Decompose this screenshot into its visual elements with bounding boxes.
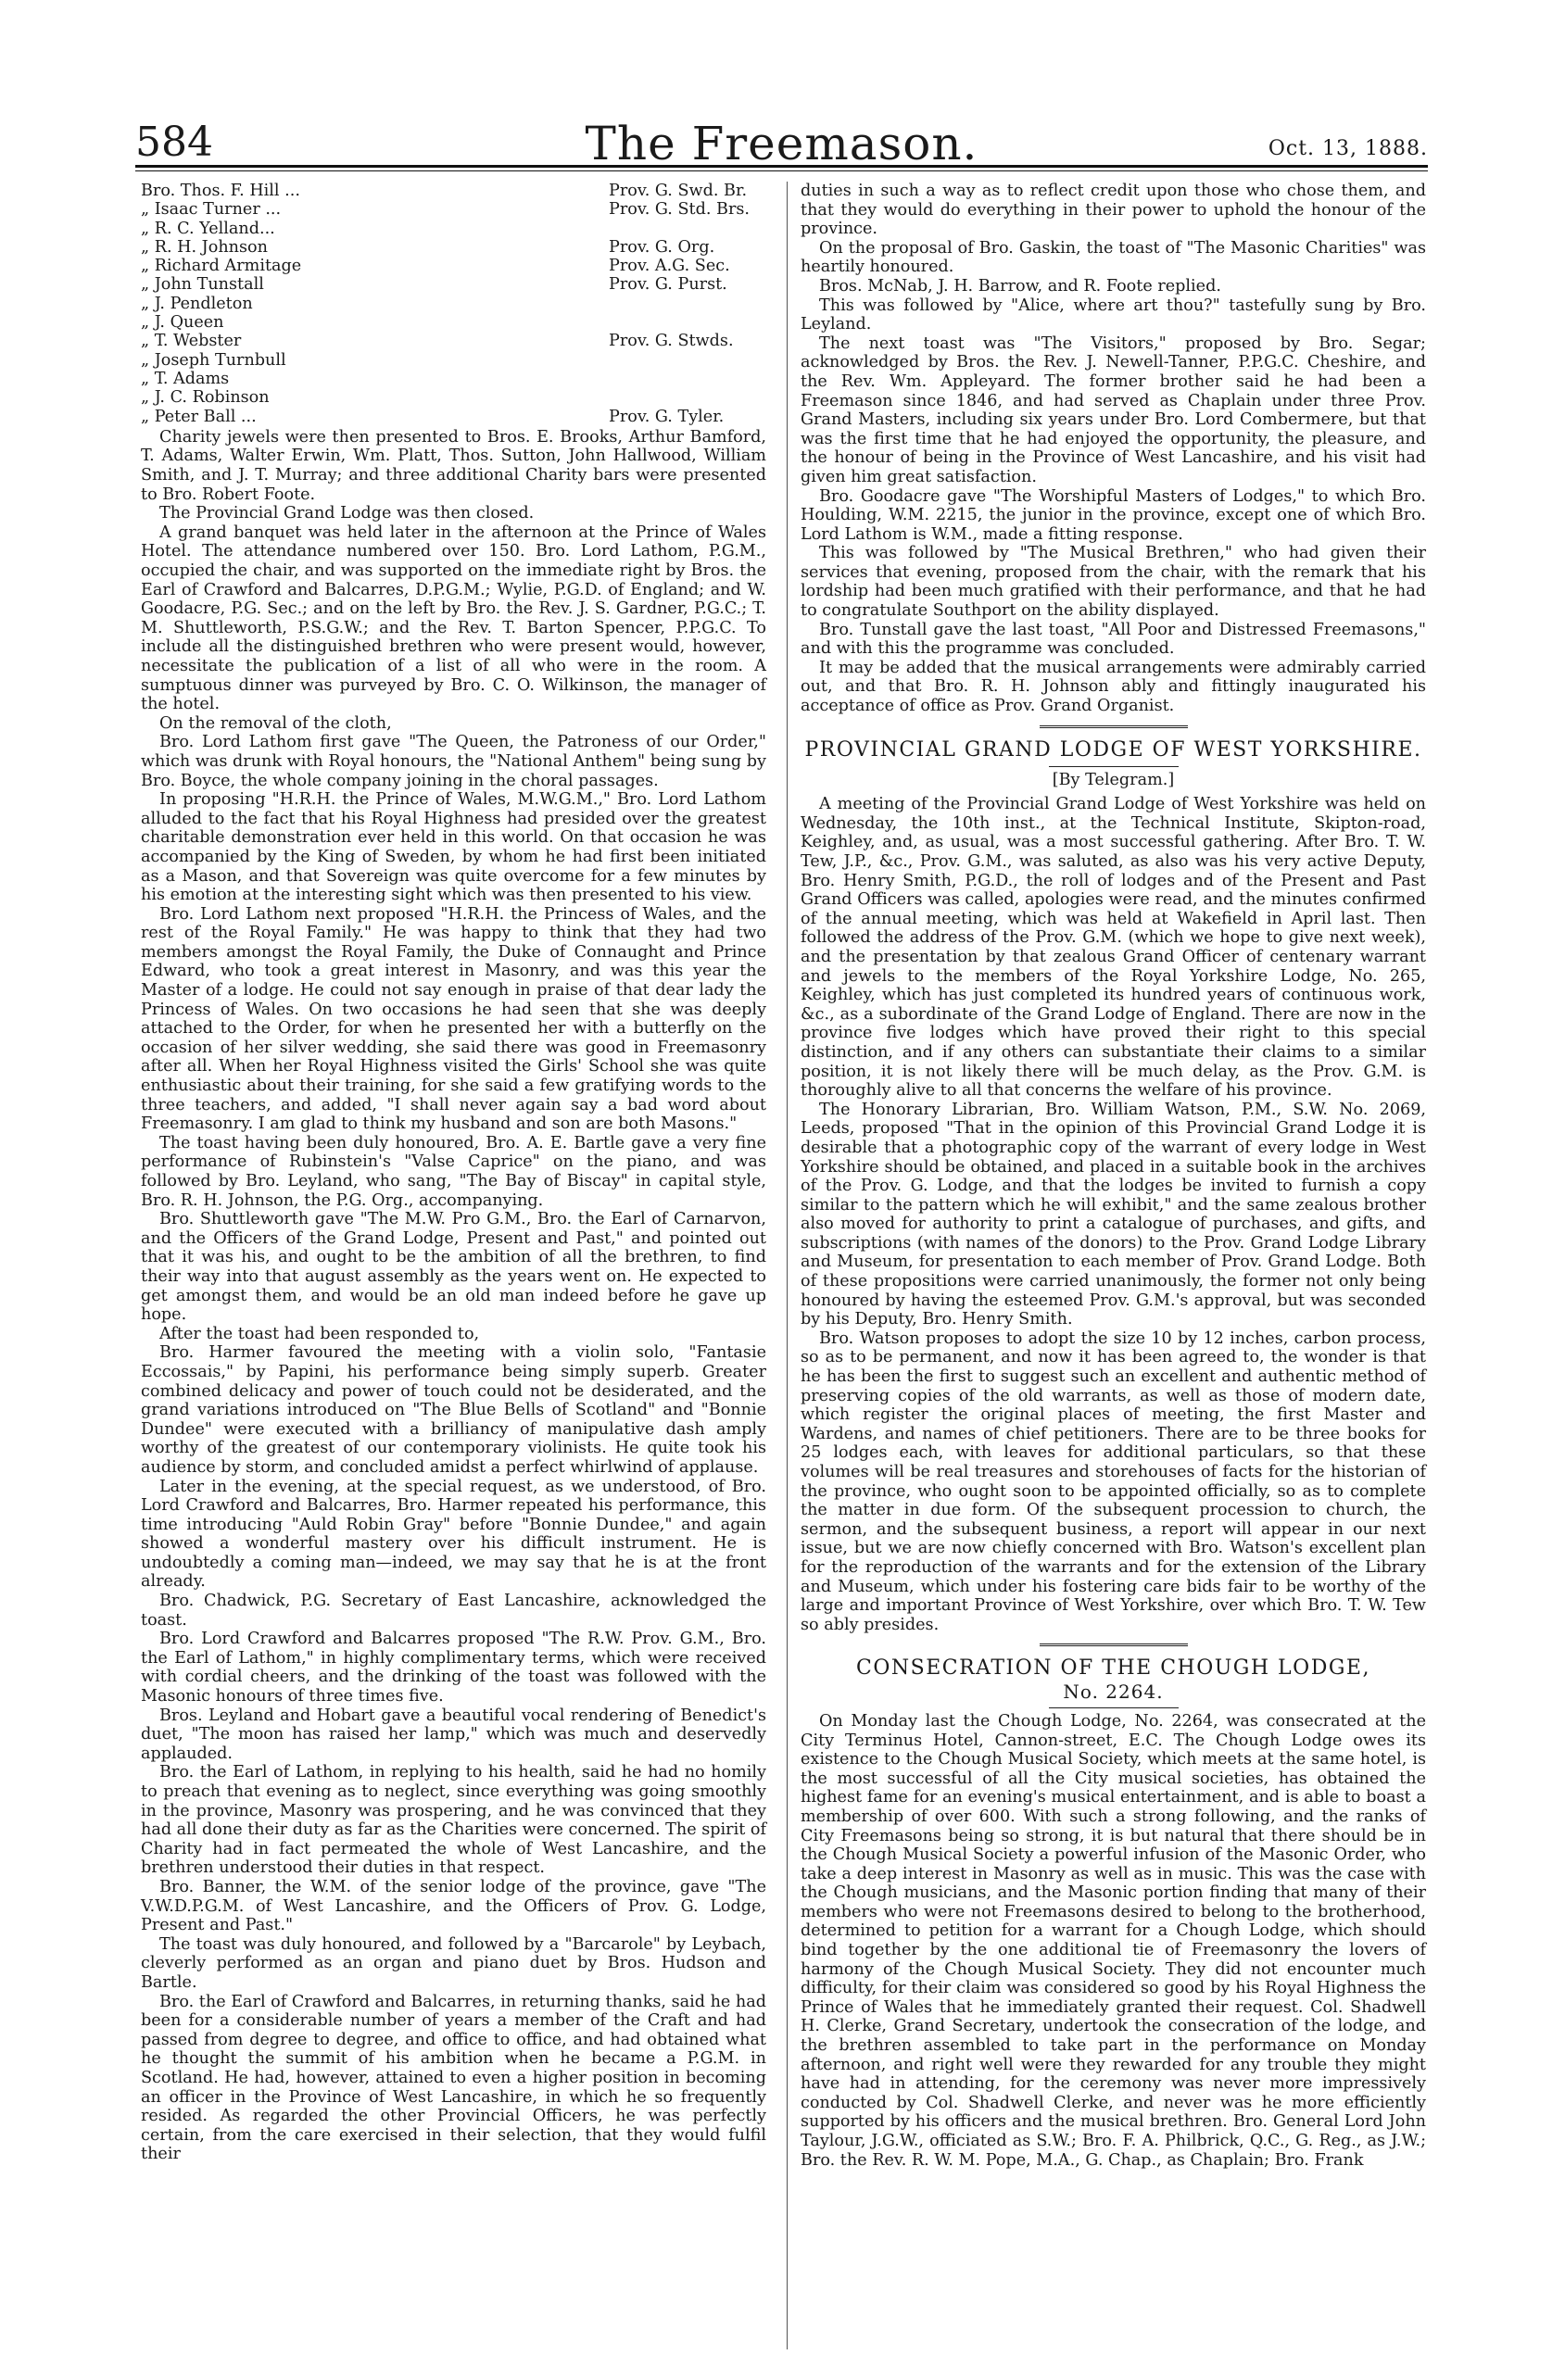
- article-heading: PROVINCIAL GRAND LODGE OF WEST YORKSHIRE.: [804, 737, 1422, 762]
- officer-row: „ J. Queen: [141, 313, 224, 333]
- paragraph: Bro. Watson proposes to adopt the size 10 by 12 inches, carbon process, so as to be permanent, and now it has been agreed to, the wonder is that he has been the first to suggest such an excellent and authentic method of preserving copies of the old warrants, as well as those of modern date, which register the original places of meeting, the first Master and Wardens, and names of chief petitioners. There are to be three books for 25 lodges each, with leaves for additional particulars, so that these volumes will be real treasures and storehouses of facts for the historian of the province, who ought soon to be appointed officially, so as to complete the matter in due form. Of the subsequent procession to church, the sermon, and the subsequent business, a report will appear in our next issue, but we are now chiefly concerned with Bro. Watson's excellent plan for the reproduction of the warrants and for the extension of the Library and Museum, which under his fostering care bids fair to be worthy of the large and important Province of West Yorkshire, over which Bro. T. W. Tew so ably presides.: [801, 1329, 1426, 1634]
- header-rule: [135, 165, 1428, 168]
- officer-row: „ J. Pendleton: [141, 294, 253, 313]
- paragraph: A grand banquet was held later in the afternoon at the Prince of Wales Hotel. The attendance numbered over 150. Bro. Lord Lathom, P.G.M., occupied the chair, and was supported on the immediate right by Bros. the Earl of Crawford and Balcarres, D.P.G.M.; Wylie, P.G.D. of England; and W. Goodacre, P.G. Sec.; and on the left by Bro. the Rev. J. S. Gardner, P.G.C.; T. M. Shuttleworth, P.S.G.W.; and the Rev. T. Barton Spencer, P.P.G.C. To include all the distinguished brethren who were present would, however, necessitate the publication of a list of all who were in the room. A sumptuous dinner was purveyed by Bro. C. O. Wilkinson, the manager of the hotel.: [141, 523, 766, 714]
- paragraph: Bro. Chadwick, P.G. Secretary of East Lancashire, acknowledged the toast.: [141, 1592, 766, 1630]
- paragraph: After the toast had been responded to,: [159, 1324, 480, 1343]
- officer-row: „ R. H. Johnson Prov. G. Org.: [141, 237, 715, 257]
- paragraph: Bro. Shuttleworth gave "The M.W. Pro G.M., Bro. the Earl of Carnarvon, and the Officers of the Grand Lodge, Present and Past," and pointed out that it was his, and ought to be the ambition of all the brethren, to find their way into that august assembly as the years went on. He expected to get amongst them, and would be an old man indeed before he gave up hope.: [141, 1210, 766, 1325]
- paragraph: The Provincial Grand Lodge was then closed.: [159, 504, 535, 523]
- officer-row: „ J. C. Robinson: [141, 388, 270, 408]
- section-rule: [1040, 1643, 1188, 1649]
- paragraph: This was followed by "The Musical Brethren," who had given their services that evening, proposed from the chair, with the remark that his lordship had been much gratified with their performance, and that he had to congratulate Southport on the ability displayed.: [801, 544, 1426, 621]
- paragraph: This was followed by "Alice, where art thou?" tastefully sung by Bro. Leyland.: [801, 296, 1426, 334]
- officer-row: „ T. Webster Prov. G. Stwds.: [141, 332, 734, 351]
- article-heading: CONSECRATION OF THE CHOUGH LODGE,: [856, 1656, 1370, 1681]
- paragraph: The next toast was "The Visitors," proposed by Bro. Segar; acknowledged by Bros. the Rev. J. Newell-Tanner, P.P.G.C. Cheshire, and the Rev. Wm. Appleyard. The former brother said he had been a Freemason since 1846, and had served as Chaplain under three Prov. Grand Masters, including six years under Bro. Lord Combermere, but that was the first time that he had enjoyed the opportunity, the pleasure, and the honour of being in the Province of West Lancashire, and his visit had given him great satisfaction.: [801, 334, 1426, 486]
- paragraph: duties in such a way as to reflect credit upon those who chose them, and that they would do everything in their power to uphold the honour of the province.: [801, 182, 1426, 239]
- dateline: [By Telegram.]: [1052, 770, 1175, 789]
- paragraph: The toast having been duly honoured, Bro. A. E. Bartle gave a very fine performance of Rubinstein's "Valse Caprice" on the piano, and was followed by Bro. Leyland, who sang, "The Bay of Biscay" in capital style, Bro. R. H. Johnson, the P.G. Org., accompanying.: [141, 1133, 766, 1210]
- paragraph: The Honorary Librarian, Bro. William Watson, P.M., S.W. No. 2069, Leeds, proposed "That in the opinion of this Provincial Grand Lodge it is desirable that a photographic copy of the warrant of every lodge in West Yorkshire should be obtained, and placed in a suitable book in the archives of the Prov. G. Lodge, and that the lodges be invited to furnish a copy similar to the pattern which he will exhibit," and the same zealous brother also moved for authority to print a catalogue of purchases, and gifts, and subscriptions (with names of the donors) to the Prov. Grand Lodge Library and Museum, for presentation to each member of Prov. Grand Lodge. Both of these propositions were carried unanimously, the former not only being honoured by having the esteemed Prov. G.M.'s approval, but was seconded by his Deputy, Bro. Henry Smith.: [801, 1100, 1426, 1329]
- paragraph: Charity jewels were then presented to Bros. E. Brooks, Arthur Bamford, T. Adams, Walter Erwin, Wm. Platt, Thos. Sutton, John Hallwood, William Smith, and J. T. Murray; and three additional Charity bars were presented to Bro. Robert Foote.: [141, 427, 766, 504]
- section-rule: [1040, 725, 1188, 731]
- paragraph: Bro. Goodacre gave "The Worshipful Masters of Lodges," to which Bro. Houlding, W.M. 2215, the junior in the province, except one of which Bro. Lord Lathom is W.M., made a fitting response.: [801, 486, 1426, 544]
- paragraph: Bro. the Earl of Crawford and Balcarres, in returning thanks, said he had been for a considerable number of years a member of the Craft and had passed from degree to degree, and office to office, and had obtained what he thought the summit of his ambition when he became a P.G.M. in Scotland. He had, however, attained to even a higher position in becoming an officer in the Province of West Lancashire, in which he so frequently resided. As regarded the other Provincial Officers, he was perfectly certain, from the care exercised in their selection, that they would fulfil their: [141, 1992, 767, 2164]
- officer-row: „ T. Adams: [141, 369, 230, 388]
- issue-date: Oct. 13, 1888.: [1268, 137, 1428, 160]
- publication-title: The Freemason.: [585, 117, 978, 170]
- heading-rule: [1049, 1707, 1179, 1708]
- officer-row: Bro. Thos. F. Hill ... Prov. G. Swd. Br.: [141, 182, 748, 200]
- paragraph: Bro. Tunstall gave the last toast, "All Poor and Distressed Freemasons," and with this the programme was concluded.: [801, 620, 1426, 659]
- paragraph: On the proposal of Bro. Gaskin, the toast of "The Masonic Charities" was heartily honoured.: [801, 238, 1426, 277]
- paragraph: A meeting of the Provincial Grand Lodge of West Yorkshire was held on Wednesday, the 10th inst., at the Technical Institute, Skipton-road, Keighley, and, as usual, was a most successful gathering. After Bro. T. W. Tew, J.P., &c., Prov. G.M., was saluted, as also was his very active Deputy, Bro. Henry Smith, P.G.D., the roll of lodges and of the Present and Past Grand Officers was called, apologies were read, and the minutes confirmed of the annual meeting, which was held at Wakefield in April last. Then followed the address of the Prov. G.M. (which we hope to give next week), and the presentation by that zealous Grand Officer of centenary warrant and jewels to the members of the Royal Yorkshire Lodge, No. 265, Keighley, which has just completed its hundred years of continuous work, &c., as a subordinate of the Grand Lodge of England. There are now in the province five lodges which have proved their right to this special distinction, and if any others can substantiate their claims to a similar position, it is not likely there will be much delay, as the Prov. G.M. is thoroughly alive to all that concerns the welfare of his province.: [801, 795, 1426, 1101]
- paragraph: In proposing "H.R.H. the Prince of Wales, M.W.G.M.," Bro. Lord Lathom alluded to the fact that his Royal Highness had presided over the greatest charitable demonstration ever held in this world. On that occasion he was accompanied by the King of Sweden, by whom he had first been initiated as a Mason, and that Sovereign was quite overcome for a few minutes by his emotion at the interesting sight which was then presented to his view.: [141, 790, 766, 905]
- paragraph: Bro. Harmer favoured the meeting with a violin solo, "Fantasie Eccossais," by Papini, his performance being simply superb. Greater combined delicacy and power of touch could not be desiderated, and the grand variations introduced on "The Blue Bells of Scotland" and "Bonnie Dundee" were executed with a brilliancy of manipulative dash amply worthy of the greatest of our contemporary violinists. He quite took his audience by storm, and concluded amidst a perfect whirlwind of applause.: [141, 1343, 766, 1477]
- officer-row: „ John Tunstall Prov. G. Purst.: [141, 275, 727, 295]
- column-divider: [787, 182, 788, 2349]
- masthead: [135, 109, 1428, 170]
- left-column: [141, 182, 766, 2164]
- paragraph: Bro. Lord Lathom next proposed "H.R.H. the Princess of Wales, and the rest of the Royal Family." He was happy to think that they had two members amongst the Royal Family, the Duke of Connaught and Prince Edward, who took a great interest in Masonry, and was this year the Master of a lodge. He could not say enough in praise of that dear lady the Princess of Wales. On two occasions he had seen that she was deeply attached to the Order, for when he presented her with a butterfly on the occasion of her silver wedding, she said there was good in Freemasonry after all. When her Royal Highness visited the Girls' School she was quite enthusiastic about their training, for she said a few gratifying words to the three teachers, and added, "I shall never again say a bad word about Freemasonry. I am glad to think my husband and son are both Masons.": [141, 904, 766, 1134]
- paragraph: Bro. Banner, the W.M. of the senior lodge of the province, gave "The V.W.D.P.G.M. of West Lancashire, and the Officers of Prov. G. Lodge, Present and Past.": [141, 1877, 766, 1935]
- page-number: 584: [135, 119, 213, 166]
- paragraph: It may be added that the musical arrangements were admirably carried out, and that Bro. R. H. Johnson ably and fittingly inaugurated his acceptance of office as Prov. Grand Organist.: [801, 658, 1426, 716]
- officer-row: „ Richard Armitage Prov. A.G. Sec.: [141, 257, 730, 276]
- paragraph: Bro. Lord Lathom first gave "The Queen, the Patroness of our Order," which was drunk with Royal honours, the "National Anthem" being sung by Bro. Boyce, the whole company joining in the choral passages.: [141, 733, 766, 790]
- officer-row: „ Peter Ball ... Prov. G. Tyler.: [141, 407, 725, 426]
- paragraph: On Monday last the Chough Lodge, No. 2264, was consecrated at the City Terminus Hotel, Cannon-street, E.C. The Chough Lodge owes its existence to the Chough Musical Society, which meets at the same hotel, is the most successful of all the City musical societies, has obtained the highest fame for an evening's musical entertainment, and is able to boast a membership of over 600. With such a strong following, and the ranks of City Freemasons being so strong, it is but natural that there should be in the Chough Musical Society a powerful infusion of the Masonic Order, who take a deep interest in Masonry as well as in music. This was the case with the Chough musicians, and the Masonic portion finding that many of their members who were not Freemasons desired to belong to the brotherhood, determined to petition for a warrant for a Chough Lodge, which should bind together by the one additional tie of Freemasonry the lovers of harmony of the Chough Musical Society. They did not encounter much difficulty, for their claim was considered so good by his Royal Highness the Prince of Wales that he immediately granted their request. Col. Shadwell H. Clerke, Grand Secretary, undertook the consecration of the lodge, and the brethren assembled to take part in the performance on Monday afternoon, and right well were they rewarded for any trouble they might have had in attending, for the ceremony was never more impressively conducted by Col. Shadwell Clerke, and never was he more efficiently supported by his officers and the musical brethren. Bro. General Lord John Taylour, J.G.W., officiated as S.W.; Bro. F. A. Philbrick, Q.C., G. Reg., as J.W.; Bro. the Rev. R. W. M. Pope, M.A., G. Chap., as Chaplain; Bro. Frank: [801, 1711, 1426, 2170]
- paragraph: Bros. Leyland and Hobart gave a beautiful vocal rendering of Benedict's duet, "The moon has raised her lamp," which was much and deservedly applauded.: [141, 1706, 766, 1763]
- officer-row: „ Joseph Turnbull: [141, 350, 286, 370]
- article-subheading: No. 2264.: [1063, 1681, 1164, 1704]
- officer-list: [141, 182, 766, 426]
- paragraph: Later in the evening, at the special request, as we understood, of Bro. Lord Crawford and Balcarres, Bro. Harmer repeated his performance, this time introducing "Auld Robin Gray" before "Bonnie Dundee," and again showed a wonderful mastery over his difficult instrument. He is undoubtedly a coming man—indeed, we may say that he is at the front already.: [141, 1477, 766, 1592]
- paragraph: On the removal of the cloth,: [159, 713, 392, 733]
- heading-rule: [1049, 766, 1179, 767]
- paragraph: Bros. McNab, J. H. Barrow, and R. Foote replied.: [819, 276, 1221, 296]
- officer-row: „ Isaac Turner ... Prov. G. Std. Brs.: [141, 200, 751, 220]
- officer-row: „ R. C. Yelland...: [141, 219, 275, 238]
- paragraph: Bro. the Earl of Lathom, in replying to his health, said he had no homily to preach that evening as to neglect, since everything was going smoothly in the province, Masonry was prospering, and he was convinced that they had all done their duty as far as the Charities were concerned. The spirit of Charity had in fact permeated the whole of West Lancashire, and the brethren understood their duties in that respect.: [141, 1763, 766, 1878]
- paragraph: Bro. Lord Crawford and Balcarres proposed "The R.W. Prov. G.M., Bro. the Earl of Lathom," in highly complimentary terms, which were received with cordial cheers, and the drinking of the toast was followed with the Masonic honours of three times five.: [141, 1630, 766, 1706]
- right-column: [801, 182, 1426, 2170]
- header-rule-thin: [135, 170, 1428, 171]
- paragraph: The toast was duly honoured, and followed by a "Barcarole" by Leybach, cleverly performed as an organ and piano duet by Bros. Hudson and Bartle.: [141, 1934, 766, 1992]
